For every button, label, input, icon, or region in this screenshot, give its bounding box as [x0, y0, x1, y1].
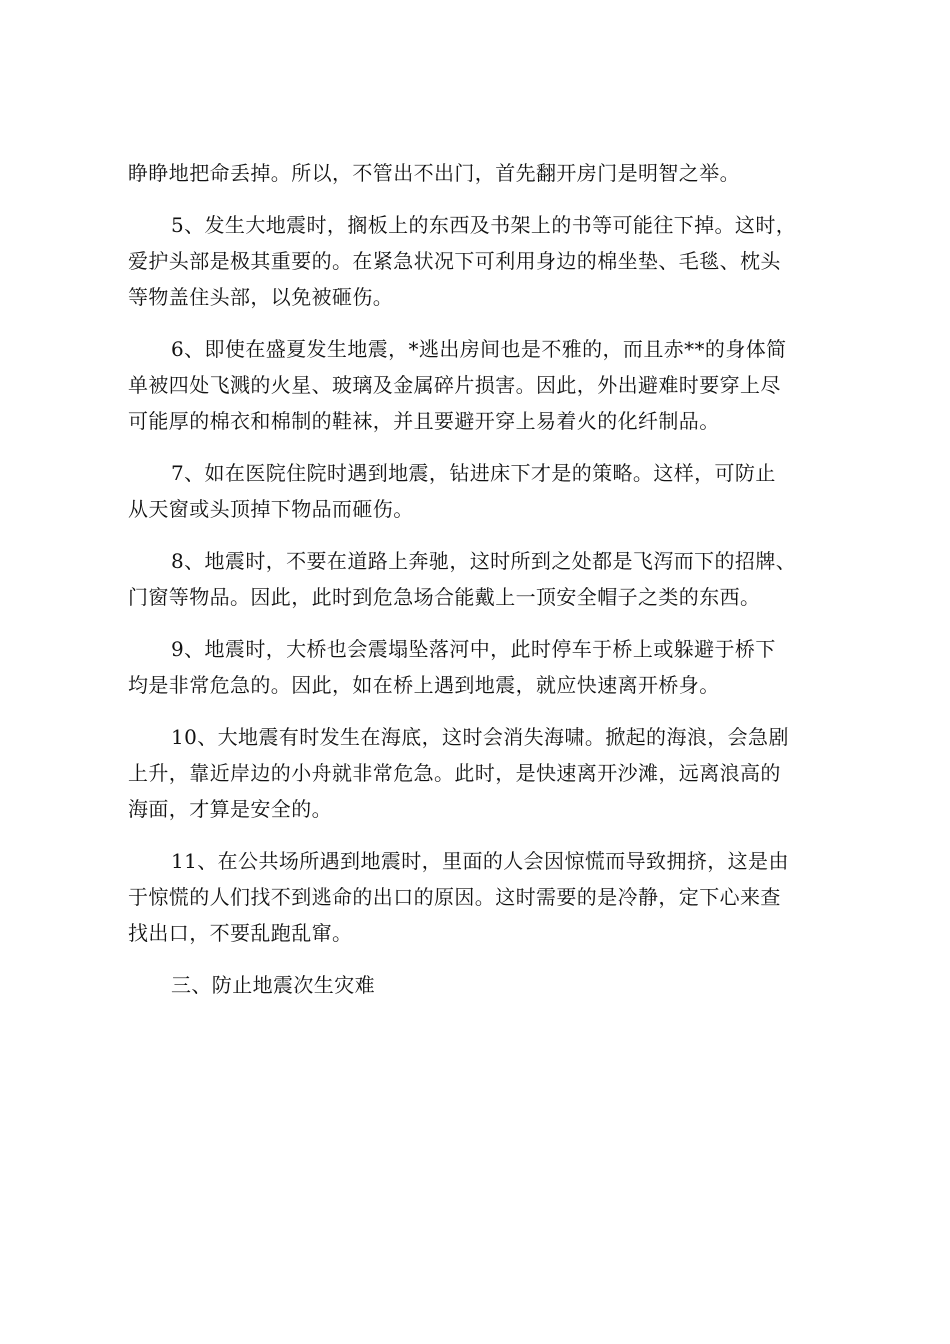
paragraph-line: 爱护头部是极其重要的。在紧急状况下可利用身边的棉坐垫、毛毯、枕头	[128, 249, 781, 273]
paragraph-line: 找出口，不要乱跑乱窜。	[128, 921, 353, 945]
paragraph-line: 于惊慌的人们找不到逃命的出口的原因。这时需要的是冷静，定下心来查	[128, 885, 781, 909]
paragraph-line: 海面，才算是安全的。	[128, 797, 332, 821]
paragraph-line: 5、发生大地震时，搁板上的东西及书架上的书等可能往下掉。这时，	[171, 213, 797, 237]
paragraph-line: 6、即使在盛夏发生地震，*逃出房间也是不雅的，而且赤**的身体简	[171, 337, 787, 361]
paragraph-line: 均是非常危急的。因此，如在桥上遇到地震，就应快速离开桥身。	[128, 673, 720, 697]
paragraph-line: 10、大地震有时发生在海底，这时会消失海啸。掀起的海浪，会急剧	[171, 725, 789, 749]
paragraph-line: 单被四处飞溅的火星、玻璃及金属碎片损害。因此，外出避难时要穿上尽	[128, 373, 781, 397]
paragraph-line: 11、在公共场所遇到地震时，里面的人会因惊慌而导致拥挤，这是由	[171, 849, 789, 873]
paragraph-line: 睁睁地把命丢掉。所以，不管出不出门，首先翻开房门是明智之举。	[128, 161, 740, 185]
paragraph-line: 门窗等物品。因此，此时到危急场合能戴上一顶安全帽子之类的东西。	[128, 585, 761, 609]
document-body	[128, 155, 844, 1003]
paragraph-line: 上升，靠近岸边的小舟就非常危急。此时，是快速离开沙滩，远离浪高的	[128, 761, 781, 785]
paragraph-line: 从天窗或头顶掉下物品而砸伤。	[128, 497, 414, 521]
paragraph-line: 可能厚的棉衣和棉制的鞋袜，并且要避开穿上易着火的化纤制品。	[128, 409, 720, 433]
paragraph-line: 7、如在医院住院时遇到地震，钻进床下才是的策略。这样，可防止	[171, 461, 776, 485]
paragraph-line: 8、地震时，不要在道路上奔驰，这时所到之处都是飞泻而下的招牌、	[171, 549, 797, 573]
section-heading: 三、防止地震次生灾难	[171, 973, 375, 997]
paragraph-line: 9、地震时，大桥也会震塌坠落河中，此时停车于桥上或躲避于桥下	[171, 637, 776, 661]
paragraph-line: 等物盖住头部，以免被砸伤。	[128, 285, 394, 309]
